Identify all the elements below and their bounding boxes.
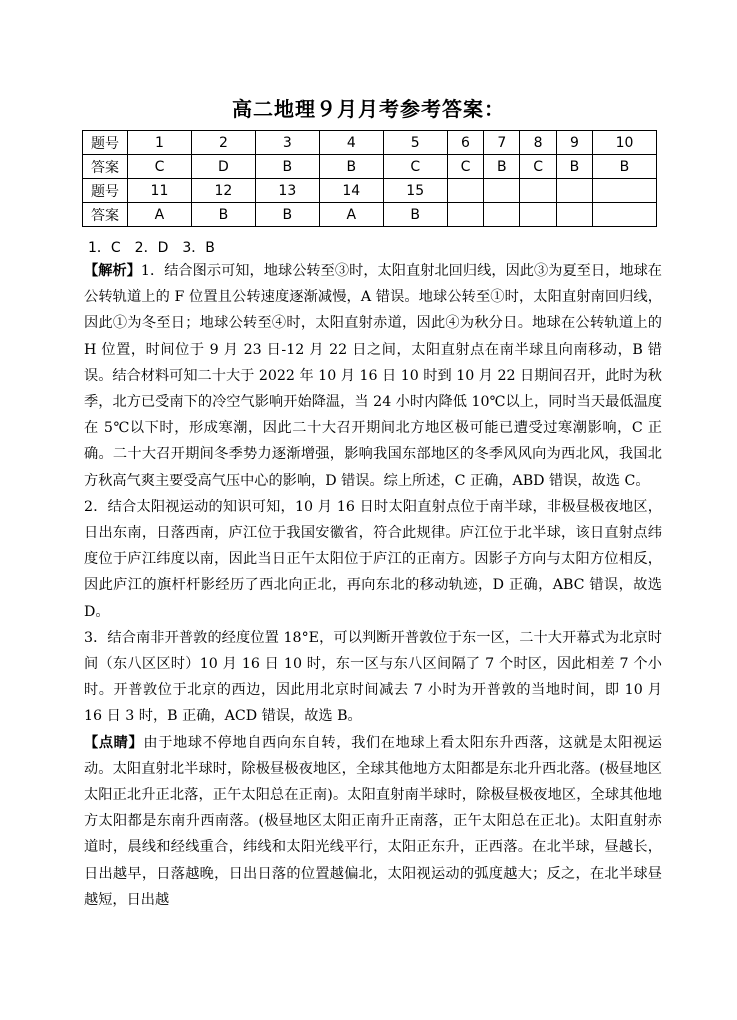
table-cell: B xyxy=(319,155,383,179)
table-cell: B xyxy=(255,203,319,227)
table-cell: B xyxy=(383,203,447,227)
row-label: 答案 xyxy=(83,203,128,227)
table-cell xyxy=(447,203,484,227)
table-cell: 12 xyxy=(191,179,255,203)
table-cell: B xyxy=(592,155,656,179)
table-cell: 13 xyxy=(255,179,319,203)
table-cell: 6 xyxy=(447,131,484,155)
analysis-tag: 【解析】 xyxy=(84,263,141,279)
table-cell: 1 xyxy=(128,131,192,155)
table-cell: 2 xyxy=(191,131,255,155)
table-cell: 3 xyxy=(255,131,319,155)
table-row xyxy=(83,179,657,203)
explanation-body xyxy=(84,258,662,913)
paragraph-4: 【点睛】由于地球不停地自西向东自转，我们在地球上看太阳东升西落，这就是太阳视运动。太阳直射北半球时，除极昼极夜地区，全球其他地方太阳都是东北升西北落。(极昼地区太阳正北升正北落，正午太阳总在正南)。太阳直射南半球时，除极昼极夜地区，全球其他地方太阳都是东南升西南落。(极昼地区太阳正南升正南落，正午太阳总在正北)。太阳直射赤道时，晨线和经线重合，纬线和太阳光线平行，太阳正东升，正西落。在北半球，昼越长，日出越早，日落越晚，日出日落的位置越偏北，太阳视运动的弧度越大；反之，在北半球昼越短，日出越 xyxy=(84,734,662,908)
table-cell: D xyxy=(191,155,255,179)
table-cell xyxy=(484,203,520,227)
paragraph-2: 2．结合太阳视运动的知识可知，10 月 16 日时太阳直射点位于南半球，非极昼极夜地区，日出东南，日落西南，庐江位于我国安徽省，符合此规律。庐江位于北半球，该日直射点纬度位于庐江纬度以南，因此当日正午太阳位于庐江的正南方。因影子方向与太阳方位相反，因此庐江的旗杆杆影经历了西北向正北，再向东北的移动轨迹，D 正确，ABC 错误，故选 D。 xyxy=(84,498,662,620)
answer-table xyxy=(82,130,657,227)
table-row xyxy=(83,155,657,179)
table-row xyxy=(83,203,657,227)
tip-tag: 【点睛】 xyxy=(84,734,144,751)
table-cell: 15 xyxy=(383,179,447,203)
table-cell: A xyxy=(319,203,383,227)
table-cell xyxy=(556,179,592,203)
table-cell xyxy=(592,179,656,203)
table-cell: B xyxy=(191,203,255,227)
table-cell: B xyxy=(556,155,592,179)
table-cell xyxy=(484,179,520,203)
table-cell: 4 xyxy=(319,131,383,155)
table-cell: 10 xyxy=(592,131,656,155)
row-label: 答案 xyxy=(83,155,128,179)
table-cell: B xyxy=(255,155,319,179)
page-title: 高二地理９月月考参考答案： xyxy=(232,97,505,121)
table-cell: C xyxy=(447,155,484,179)
table-cell: C xyxy=(383,155,447,179)
table-cell xyxy=(520,179,557,203)
row-label: 题号 xyxy=(83,179,128,203)
row-label: 题号 xyxy=(83,131,128,155)
table-cell: B xyxy=(484,155,520,179)
table-cell: A xyxy=(128,203,192,227)
table-cell xyxy=(556,203,592,227)
table-cell: 9 xyxy=(556,131,592,155)
table-cell: 11 xyxy=(128,179,192,203)
table-cell xyxy=(592,203,656,227)
short-answers: 1．C 2．D 3．B xyxy=(88,240,215,256)
table-cell: C xyxy=(128,155,192,179)
table-cell: 7 xyxy=(484,131,520,155)
paragraph-3: 3．结合南非开普敦的经度位置 18°E，可以判断开普敦位于东一区，二十大开幕式为北京时间（东八区区时）10 月 16 日 10 时，东一区与东八区间隔了 7 个时区，因此相差 7 个小时。开普敦位于北京的西边，因此用北京时间减去 7 小时为开普敦的当地时间，即 10 月 16 日 3 时，B 正确，ACD 错误，故选 B。 xyxy=(84,629,662,725)
paragraph-1: 【解析】1．结合图示可知，地球公转至③时，太阳直射北回归线，因此③为夏至日，地球在公转轨道上的 F 位置且公转速度逐渐减慢，A 错误。地球公转至①时，太阳直射南回归线，因此①为冬至日；地球公转至④时，太阳直射赤道，因此④为秋分日。地球在公转轨道上的 H 位置，时间位于 9 月 23 日-12 月 22 日之间，太阳直射点在南半球且向南移动，B 错误。结合材料可知二十大于 2022 年 10 月 16 日 10 时到 10 月 22 日期间召开，此时为秋季，北方已受南下的冷空气影响开始降温，当 24 小时内降低 10℃以上，同时当天最低温度在 5℃以下时，形成寒潮，因此二十大召开期间北方地区极可能已遭受过寒潮影响，C 正确。二十大召开期间冬季势力逐渐增强，影响我国东部地区的冬季风风向为西北风，我国北方秋高气爽主要受高气压中心的影响，D 错误。综上所述，C 正确，ABD 错误，故选 C。 xyxy=(84,263,662,489)
table-cell xyxy=(520,203,557,227)
table-cell xyxy=(447,179,484,203)
table-cell: 5 xyxy=(383,131,447,155)
table-row xyxy=(83,131,657,155)
table-cell: 8 xyxy=(520,131,557,155)
table-cell: 14 xyxy=(319,179,383,203)
table-cell: C xyxy=(520,155,557,179)
